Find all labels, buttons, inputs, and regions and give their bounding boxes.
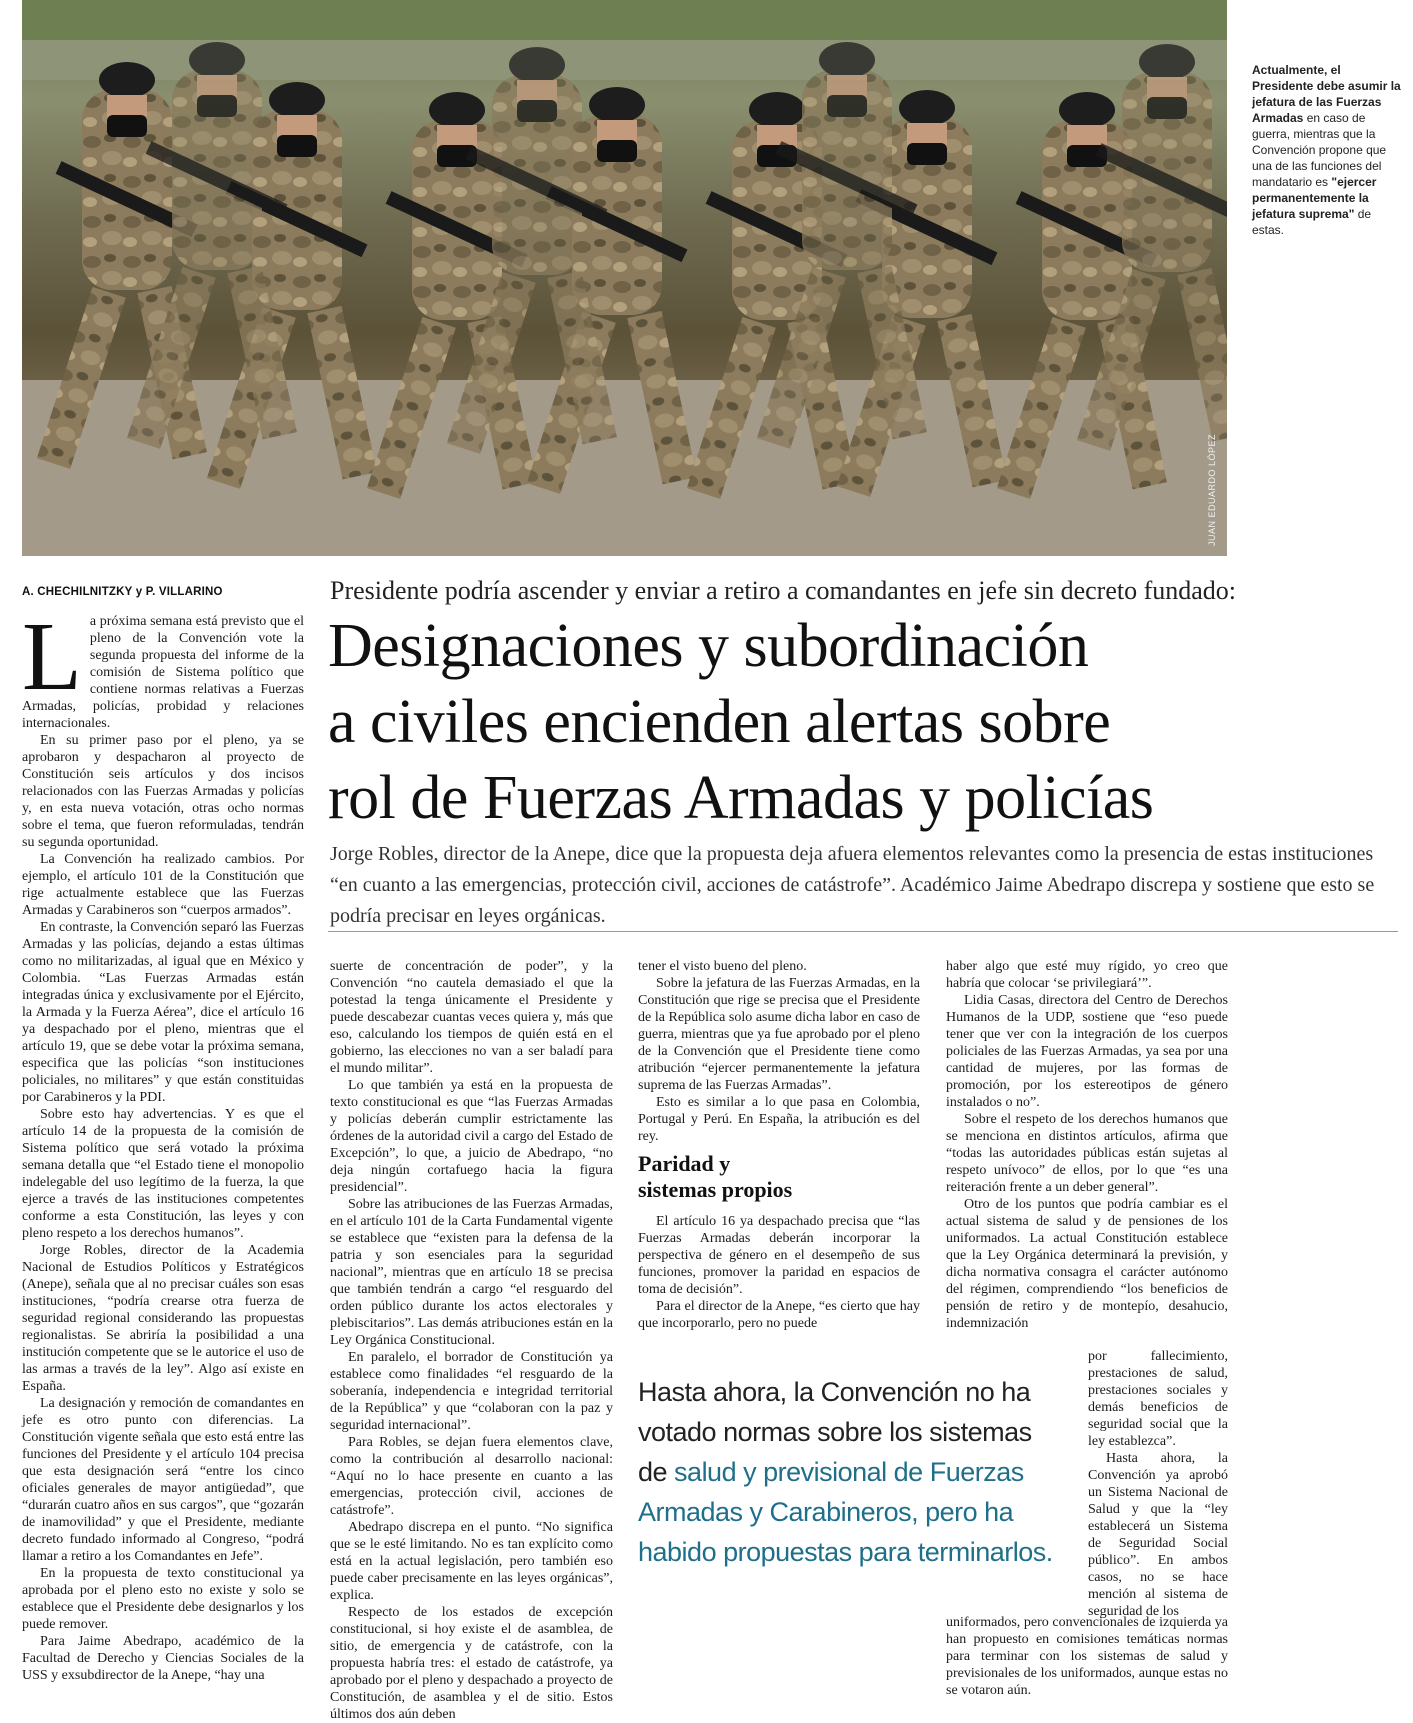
paragraph: Para Jaime Abedrapo, académico de la Facultad de Derecho y Ciencias Sociales de la USS y exsubdirector de la Anepe, “hay una bbox=[22, 1634, 304, 1683]
paragraph: En la propuesta de texto constitucional ya aprobada por el pleno esto no existe y solo se establece que el Presidente debe designarlos y los puede remover. bbox=[22, 1566, 304, 1632]
caption-text-1: en caso de guerra, mientras que la Convención propone que una de las funciones del mandatario es bbox=[1252, 111, 1387, 189]
paragraph: a próxima semana está previsto que el pleno de la Convención vote la segunda propuesta del informe de la comisión de Sistema político que contiene normas relativas a Fuerzas Armadas, policías, probidad y relaciones internacionales. bbox=[22, 614, 304, 731]
paragraph: Para Robles, se dejan fuera elementos clave, como la contribución al desarrollo nacional: “Aquí no lo hace presente en cuanto a las emergencias, protección civil, acciones de catástrofe”. bbox=[330, 1435, 613, 1518]
caption-text-2: de estas. bbox=[1252, 207, 1372, 237]
paragraph: La designación y remoción de comandantes en jefe es otro punto con diferencias. La Constitución vigente señala que esto está entre las funciones del Presidente y el artículo 104 precisa que esta designación será “entre los cinco oficiales generales de mayor antigüedad”, que “durarán cuatro años en sus cargos”, que “gozarán de inamovilidad” y que el Presidente, mediante decreto fundado informado al Congreso, “podrá llamar a retiro a los Comandantes en Jefe”. bbox=[22, 1396, 304, 1564]
column-4-bottom bbox=[946, 1614, 1228, 1699]
paragraph: Lo que también ya está en la propuesta de texto constitucional es que “las Fuerzas Armadas y policías deberán cumplir estrictamente las órdenes de la autoridad civil a cargo del Estado de Excepción”, lo que, a juicio de Abedrapo, “no deja ningún cortafuego hacia la figura presidencial”. bbox=[330, 1078, 613, 1195]
paragraph: En paralelo, el borrador de Constitución ya establece como finalidades “el resguardo de la soberanía, independencia e integridad territorial de la República” y que “colaboran con la paz y seguridad internacional”. bbox=[330, 1350, 613, 1433]
column-4 bbox=[946, 958, 1228, 1332]
caption-quote: "ejercer permanentemente la jefatura suprema" bbox=[1252, 175, 1377, 221]
headline-line-3: rol de Fuerzas Armadas y policías bbox=[328, 764, 1154, 832]
paragraph: uniformados, pero convencionales de izquierda ya han propuesto en comisiones temáticas normas para terminar con los sistemas de salud y previsionales de los uniformados, aunque estas no se votaron aún. bbox=[946, 1615, 1228, 1698]
pull-quote bbox=[638, 1372, 1058, 1572]
subhead bbox=[638, 1151, 920, 1203]
deck-divider bbox=[328, 931, 1398, 932]
column-4-wrap bbox=[1088, 1348, 1228, 1620]
headline-line-1: Designaciones y subordinación bbox=[328, 612, 1089, 680]
paragraph: En contraste, la Convención separó las Fuerzas Armadas y las policías, dejando a estas últimas como no militarizadas, al igual que en México y Colombia. “Las Fuerzas Armadas están integradas única y exclusivamente por el Ejército, la Armada y la Fuerza Aérea”, dice el artículo 16 ya despachado por el pleno, mientras que el artículo 19, que se debe votar la próxima semana, especifica que las policías “son instituciones policiales, no militares” y que están constituidas por Carabineros y la PDI. bbox=[22, 920, 304, 1105]
paragraph: haber algo que esté muy rígido, yo creo que habría que colocar ‘se privilegiará’”. bbox=[946, 959, 1228, 991]
headline-line-2: a civiles encienden alertas sobre bbox=[328, 688, 1111, 756]
pull-quote-accent: salud y previsional de Fuerzas Armadas y Carabineros, pero ha habido propuestas para terminarlos. bbox=[638, 1457, 1053, 1567]
column-3 bbox=[638, 958, 920, 1332]
paragraph: Para el director de la Anepe, “es cierto que hay que incorporarlo, pero no puede bbox=[638, 1299, 920, 1331]
column-1 bbox=[22, 603, 304, 1684]
paragraph: Esto es similar a lo que pasa en Colombia, Portugal y Perú. En España, la atribución es del rey. bbox=[638, 1095, 920, 1144]
paragraph: Jorge Robles, director de la Academia Nacional de Estudios Políticos y Estratégicos (Anepe), señala que al no precisar cuáles son esas instituciones, “podría crearse otra fuerza de seguridad regional considerando las propuestas regionalistas. Se abriría la posibilidad a una institución competente que se le autorice el uso de las armas a través de la ley”. Algo así existe en España. bbox=[22, 1243, 304, 1394]
deck: Jorge Robles, director de la Anepe, dice que la propuesta deja afuera elementos relevantes como la presencia de estas instituciones “en cuanto a las emergencias, protección civil, acciones de catástrofe”. Académico Jaime Abedrapo discrepa y sostiene que esto se podría precisar en leyes orgánicas. bbox=[330, 843, 1375, 927]
caption-lead: Actualmente, el Presidente debe asumir la jefatura de las Fuerzas Armadas bbox=[1252, 63, 1401, 125]
paragraph: suerte de concentración de poder”, y la Convención “no cautela demasiado el que la potestad la tenga únicamente el Presidente y puede descabezar cuantas veces quiera y, más que eso, calculando los tiempos de quién está en el gobierno, las elecciones no van a ser baladí para el mundo militar”. bbox=[330, 959, 613, 1076]
lead-photo bbox=[22, 0, 1227, 556]
paragraph: Sobre las atribuciones de las Fuerzas Armadas, en el artículo 101 de la Carta Fundamental vigente se establece que “existen para la defensa de la patria y son esenciales para la seguridad nacional”, mientras que en artículo 18 se precisa que también tendrán a cargo “el resguardo del orden público durante los actos electorales y plebiscitarios”. Las demás atribuciones están en la Ley Orgánica Constitucional. bbox=[330, 1197, 614, 1348]
paragraph: Respecto de los estados de excepción constitucional, si hoy existe el de asamblea, de sitio, de emergencia y de catástrofe, con la propuesta habría tres: el estado de catástrofe, ya aprobado por el pleno y despachado a proyecto de Constitución, de asamblea y el de sitio. Estos últimos dos aún deben bbox=[330, 1605, 613, 1722]
paragraph: La Convención ha realizado cambios. Por ejemplo, el artículo 101 de la Constitución que rige actualmente establece que las Fuerzas Armadas y Carabineros son “cuerpos armados”. bbox=[22, 852, 304, 918]
paragraph: tener el visto bueno del pleno. bbox=[638, 959, 807, 974]
column-2 bbox=[330, 958, 613, 1723]
pull-quote-text: Hasta ahora, la Convención no ha votado normas sobre los sistemas de bbox=[638, 1377, 1032, 1487]
photo-caption bbox=[1252, 62, 1402, 238]
byline: A. CHECHILNITZKY y P. VILLARINO bbox=[22, 586, 223, 598]
subhead-line-1: Paridad y bbox=[638, 1151, 731, 1176]
photo-credit: JUAN EDUARDO LÓPEZ bbox=[1207, 433, 1217, 546]
paragraph: Sobre la jefatura de las Fuerzas Armadas, en la Constitución que rige se precisa que el Presidente de la República solo asume dicha labor en caso de guerra, mientras que ya fue aprobado por el pleno de la Convención que el Presidente tiene como atribución “ejercer permanentemente la jefatura suprema de las Fuerzas Armadas”. bbox=[638, 976, 920, 1093]
paragraph: Sobre el respeto de los derechos humanos que se menciona en distintos artículos, afirma que “todas las autoridades públicas están sujetas al respeto unívoco” de ellos, por lo que “es una reiteración frente a un deber general”. bbox=[946, 1112, 1228, 1195]
paragraph: El artículo 16 ya despachado precisa que “las Fuerzas Armadas deberán incorporar la perspectiva de género en el desempeño de sus funciones, promover la paridad en espacios de toma de decisión”. bbox=[638, 1214, 920, 1297]
paragraph: Lidia Casas, directora del Centro de Derechos Humanos de la UDP, sostiene que “eso puede tener que ver con la integración de los cuerpos policiales de las Fuerzas Armadas, ya sea por una cantidad de mujeres, por las formas de promoción, por los estereotipos de género instalados o no”. bbox=[946, 993, 1228, 1110]
marching-soldiers-photo-icon bbox=[22, 0, 1227, 556]
paragraph: por fallecimiento, prestaciones de salud, prestaciones sociales y demás beneficios de seguridad social que la ley establezca”. bbox=[1088, 1349, 1228, 1449]
paragraph: Sobre esto hay advertencias. Y es que el artículo 14 de la propuesta de la comisión de Sistema político que será votado la próxima semana detalla que “el Estado tiene el monopolio indelegable del uso legítimo de la fuerza, la que ejerce a través de las instituciones competentes conforme a esta Constitución, las leyes y con pleno respeto a los derechos humanos”. bbox=[22, 1107, 304, 1241]
headline bbox=[328, 608, 1403, 836]
paragraph: Otro de los puntos que podría cambiar es el actual sistema de salud y de pensiones de los uniformados. La actual Constitución establece que la Ley Orgánica determinará la previsión, y dicha normativa consagra el carácter autónomo del régimen, comprendiendo “los beneficios de pensión de retiro y de montepío, desahucio, indemnización bbox=[946, 1197, 1228, 1331]
drop-cap: L bbox=[22, 603, 82, 711]
paragraph: Abedrapo discrepa en el punto. “No significa que se le esté limitando. No es tan explícito como está en la actual legislación, pero también eso puede caber precisamente en las leyes orgánicas”, explica. bbox=[330, 1520, 613, 1603]
paragraph: Hasta ahora, la Convención ya aprobó un Sistema Nacional de Salud y que la “ley establecerá un Sistema de Seguridad Social público”. En ambos casos, no se hace mención al sistema de seguridad de los bbox=[1088, 1451, 1228, 1619]
kicker: Presidente podría ascender y enviar a retiro a comandantes en jefe sin decreto fundado: bbox=[330, 576, 1237, 605]
paragraph: En su primer paso por el pleno, ya se aprobaron y despacharon al proyecto de Constitución seis artículos y dos incisos relacionados con las Fuerzas Armadas y policías y, en esta nueva votación, otras ocho normas sobre el tema, que fueron reformuladas, tendrán su segunda oportunidad. bbox=[22, 733, 304, 850]
subhead-line-2: sistemas propios bbox=[638, 1177, 793, 1202]
